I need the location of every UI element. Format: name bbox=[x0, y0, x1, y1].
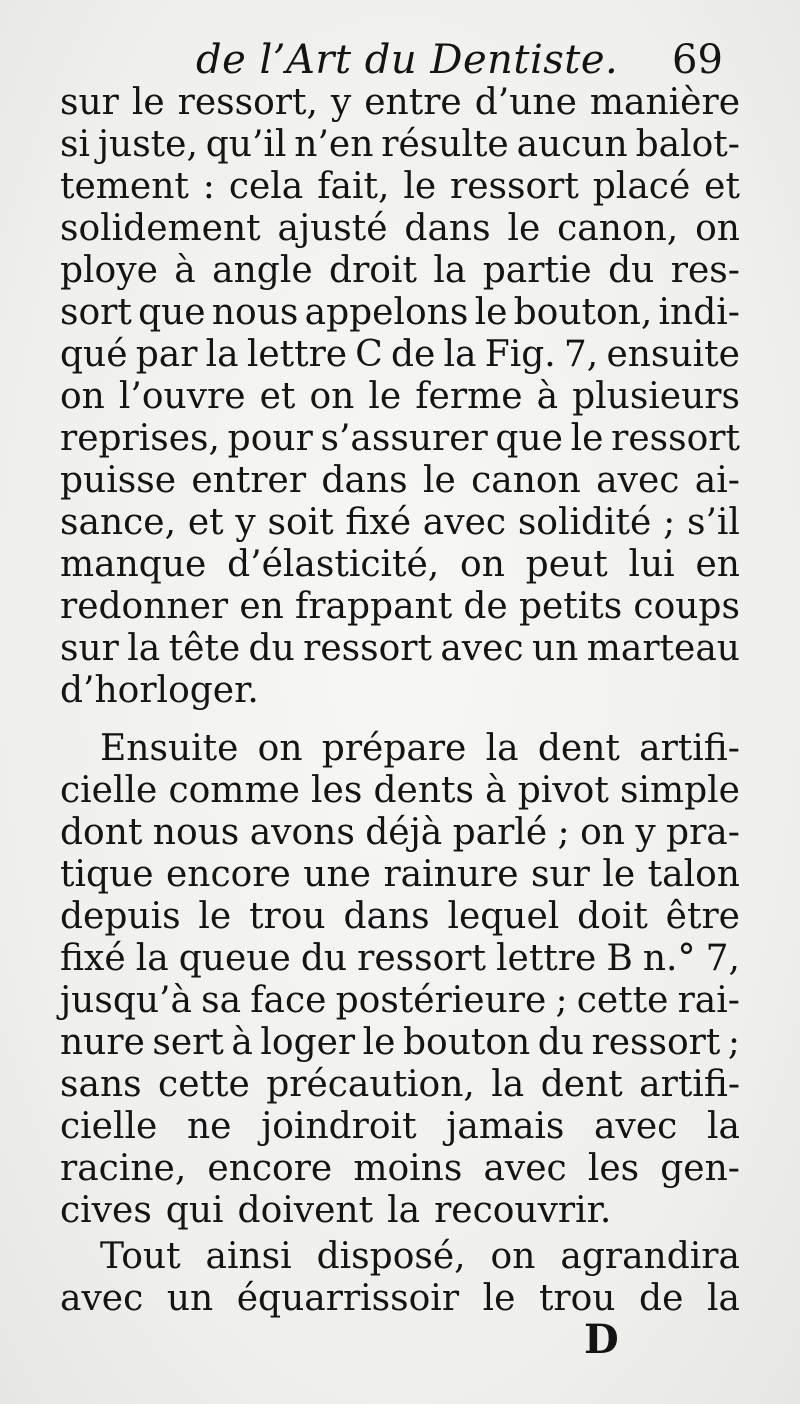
page-number: 69 bbox=[672, 37, 723, 83]
text-line: sance, et y soit fixé avec solidité ; s’il bbox=[60, 502, 740, 543]
text-line: avec un équarrissoir le trou de la bbox=[60, 1278, 740, 1319]
running-title: de l’Art du Dentiste. bbox=[196, 37, 619, 83]
text-line: depuis le trou dans lequel doit être bbox=[60, 896, 740, 937]
text-line: sans cette précaution, la dent artifi- bbox=[60, 1064, 740, 1105]
text-line: Ensuite on prépare la dent artifi- bbox=[100, 728, 740, 769]
text-line: nure sert à loger le bouton du ressort ; bbox=[60, 1022, 740, 1063]
text-line: dont nous avons déjà parlé ; on y pra- bbox=[60, 812, 740, 853]
text-line: manque d’élasticité, on peut lui en bbox=[60, 544, 740, 585]
text-line: d’horloger. bbox=[60, 670, 259, 711]
signature-mark: D bbox=[584, 1316, 619, 1363]
text-line: si juste, qu’il n’en résulte aucun balot- bbox=[60, 124, 740, 165]
text-line: on l’ouvre et on le ferme à plusieurs bbox=[60, 376, 740, 417]
text-line: solidement ajusté dans le canon, on bbox=[60, 208, 740, 249]
text-line: redonner en frappant de petits coups bbox=[60, 586, 740, 627]
text-line: tique encore une rainure sur le talon bbox=[60, 854, 740, 895]
text-line: reprises, pour s’assurer que le ressort bbox=[60, 418, 740, 459]
text-line: fixé la queue du ressort lettre B n.° 7, bbox=[60, 938, 740, 979]
text-line: puisse entrer dans le canon avec ai- bbox=[60, 460, 740, 501]
text-line: jusqu’à sa face postérieure ; cette rai- bbox=[60, 980, 740, 1021]
text-line: ploye à angle droit la partie du res- bbox=[60, 250, 740, 291]
text-line: cielle ne joindroit jamais avec la bbox=[60, 1106, 740, 1147]
text-line: tement : cela fait, le ressort placé et bbox=[60, 166, 740, 207]
text-line: racine, encore moins avec les gen- bbox=[60, 1148, 740, 1189]
text-line: sur le ressort, y entre d’une manière bbox=[60, 82, 740, 123]
text-line: Tout ainsi disposé, on agrandira bbox=[100, 1236, 740, 1277]
text-line: sur la tête du ressort avec un marteau bbox=[60, 628, 740, 669]
running-header bbox=[0, 30, 800, 90]
text-line: cives qui doivent la recouvrir. bbox=[60, 1190, 612, 1231]
text-line: qué par la lettre C de la Fig. 7, ensuite bbox=[60, 334, 740, 375]
text-line: cielle comme les dents à pivot simple bbox=[60, 770, 740, 811]
text-line: sort que nous appelons le bouton, indi- bbox=[60, 292, 740, 333]
